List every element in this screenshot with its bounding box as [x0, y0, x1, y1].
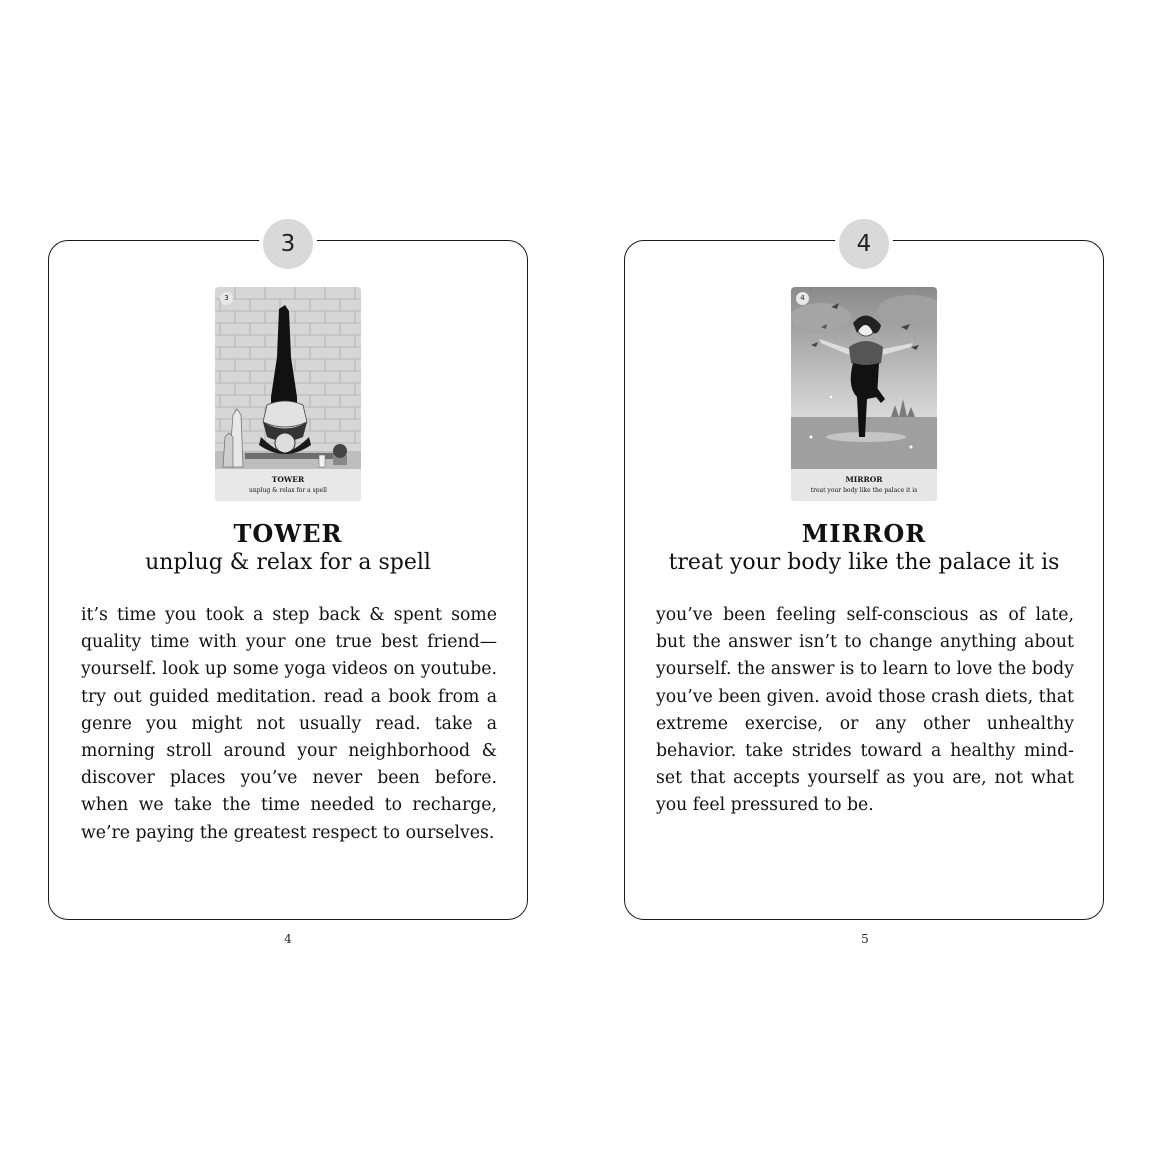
page-number-left: 4 — [284, 932, 292, 946]
card-number-badge: 4 — [835, 215, 893, 273]
card-subtitle: unplug & relax for a spell — [145, 550, 431, 575]
mini-card-title: TOWER — [271, 475, 305, 484]
mini-card-subtitle: treat your body like the palace it is — [810, 487, 918, 494]
mini-card-title: MIRROR — [845, 475, 883, 484]
mirror-card-illustration — [791, 287, 937, 501]
card-caption-band — [215, 469, 361, 501]
card-number-badge: 3 — [259, 215, 317, 273]
mini-card-subtitle: unplug & relax for a spell — [249, 487, 327, 494]
card-title: MIRROR — [801, 519, 927, 548]
page-number-right: 5 — [861, 932, 869, 946]
card-caption-band — [791, 469, 937, 501]
mini-card-number: 3 — [220, 292, 233, 305]
card-page-right — [624, 231, 1104, 920]
tower-card-illustration — [215, 287, 361, 501]
card-subtitle: treat your body like the palace it is — [668, 550, 1060, 575]
card-title: TOWER — [233, 519, 343, 548]
mini-card-number: 4 — [796, 292, 809, 305]
card-page-left — [48, 231, 528, 920]
card-description: it’s time you took a step back & spent some quality time with your one true best friend—yourself. look up some yoga videos on youtube. try out guided meditation. read a book from a genre you might not usually read. take a morning stroll around your neighborhood & discover places you’ve never been before. when we take the time needed to recharge, we’re paying the greatest respect to ourselves. — [81, 605, 497, 843]
card-description: you’ve been feeling self-conscious as of late, but the answer isn’t to change anything about yourself. the answer is to learn to love the body you’ve been given. avoid those crash diets, that extreme exercise, or any other unhealthy behavior. take strides toward a healthy mind-set that accepts yourself as you are, not what you feel pressured to be. — [656, 605, 1074, 816]
